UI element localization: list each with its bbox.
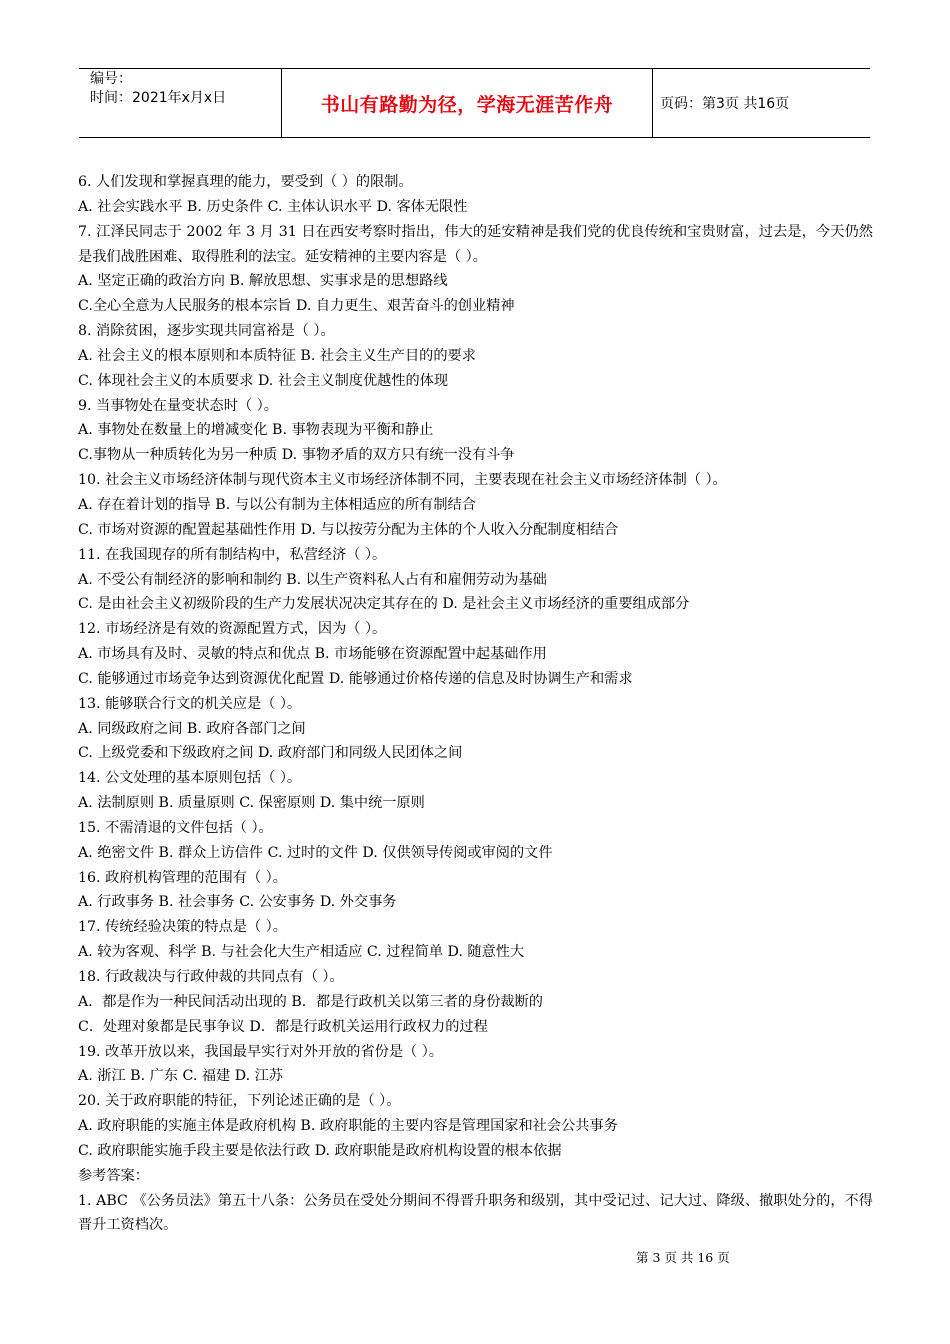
- text-line: C.全心全意为人民服务的根本宗旨 D. 自力更生、艰苦奋斗的创业精神: [78, 298, 515, 315]
- text-line: A. 行政事务 B. 社会事务 C. 公安事务 D. 外交事务: [78, 894, 397, 911]
- date-label: 时间：2021年x月x日: [90, 90, 227, 106]
- text-line: C. 上级党委和下级政府之间 D. 政府部门和同级人民团体之间: [78, 745, 463, 762]
- text-line: 15. 不需清退的文件包括（ ）。: [78, 819, 273, 836]
- text-line: C．处理对象都是民事争议 D．都是行政机关运用行政权力的过程: [78, 1018, 488, 1035]
- document-body: [78, 170, 873, 1238]
- text-line: C. 体现社会主义的本质要求 D. 社会主义制度优越性的体现: [78, 372, 449, 389]
- text-line: C. 市场对资源的配置起基础性作用 D. 与以按劳分配为主体的个人收入分配制度相结合: [78, 521, 619, 538]
- text-line: 17. 传统经验决策的特点是（ ）。: [78, 919, 287, 936]
- text-line: 19. 改革开放以来，我国最早实行对外开放的省份是（ ）。: [78, 1043, 443, 1060]
- text-line: A. 社会实践水平 B. 历史条件 C. 主体认识水平 D. 客体无限性: [78, 198, 468, 215]
- text-line: 7. 江泽民同志于 2002 年 3 月 31 日在西安考察时指出，伟大的延安精神是我们党的优良传统和宝贵财富，过去是，今天仍然是我们战胜困难、取得胜利的法宝。延安精神的主要内容是（ ）。: [78, 223, 873, 265]
- text-line: A．都是作为一种民间活动出现的 B．都是行政机关以第三者的身份裁断的: [78, 993, 543, 1010]
- text-line: 6. 人们发现和掌握真理的能力，要受到（ ）的限制。: [78, 174, 413, 190]
- page-footer: 第 3 页 共 16 页: [636, 1250, 730, 1265]
- text-line: A. 不受公有制经济的影响和制约 B. 以生产资料私人占有和雇佣劳动为基础: [78, 571, 547, 588]
- page-header: [79, 68, 870, 138]
- text-line: A. 浙江 B. 广东 C. 福建 D. 江苏: [78, 1068, 283, 1085]
- text-line: A. 法制原则 B. 质量原则 C. 保密原则 D. 集中统一原则: [78, 795, 425, 812]
- motto: 书山有路勤为径，学海无涯苦作舟: [282, 69, 653, 137]
- header-info: [79, 69, 282, 137]
- text-line: 14. 公文处理的基本原则包括（ ）。: [78, 770, 302, 787]
- text-line: C.事物从一种质转化为另一种质 D. 事物矛盾的双方只有统一没有斗争: [78, 447, 515, 464]
- text-line: A. 政府职能的实施主体是政府机构 B. 政府职能的主要内容是管理国家和社会公共事务: [78, 1118, 618, 1135]
- number-label: 编号：: [90, 71, 132, 87]
- text-line: A. 同级政府之间 B. 政府各部门之间: [78, 720, 306, 737]
- text-line: A. 社会主义的根本原则和本质特征 B. 社会主义生产目的的要求: [78, 347, 476, 364]
- text-line: 20. 关于政府职能的特征，下列论述正确的是（ ）。: [78, 1093, 401, 1110]
- text-line: C. 是由社会主义初级阶段的生产力发展状况决定其存在的 D. 是社会主义市场经济的重要组成部分: [78, 596, 690, 613]
- text-line: 9. 当事物处在量变状态时（ ）。: [78, 397, 278, 414]
- text-line: A. 较为客观、科学 B. 与社会化大生产相适应 C. 过程简单 D. 随意性大: [78, 944, 525, 961]
- text-line: 12. 市场经济是有效的资源配置方式，因为（ ）。: [78, 621, 387, 638]
- text-line: C. 政府职能实施手段主要是依法行政 D. 政府职能是政府机构设置的根本依据: [78, 1142, 562, 1159]
- page-code: 页码：第3页 共16页: [660, 96, 790, 112]
- text-line: 18. 行政裁决与行政仲裁的共同点有（ ）。: [78, 969, 344, 985]
- text-line: 参考答案：: [78, 1167, 149, 1184]
- text-line: A. 存在着计划的指导 B. 与以公有制为主体相适应的所有制结合: [78, 496, 476, 513]
- text-line: A. 事物处在数量上的增减变化 B. 事物表现为平衡和静止: [78, 422, 434, 439]
- text-line: 13. 能够联合行文的机关应是（ ）。: [78, 695, 302, 712]
- text-line: 11. 在我国现存的所有制结构中，私营经济（ ）。: [78, 546, 387, 563]
- text-line: A. 绝密文件 B. 群众上访信件 C. 过时的文件 D. 仅供领导传阅或审阅的文件: [78, 844, 553, 861]
- text-line: A. 市场具有及时、灵敏的特点和优点 B. 市场能够在资源配置中起基础作用: [78, 646, 547, 663]
- text-line: 16. 政府机构管理的范围有（ ）。: [78, 869, 287, 886]
- text-line: A. 坚定正确的政治方向 B. 解放思想、实事求是的思想路线: [78, 273, 448, 290]
- text-line: C. 能够通过市场竞争达到资源优化配置 D. 能够通过价格传递的信息及时协调生产和需求: [78, 670, 633, 687]
- text-line: 1. ABC 《公务员法》第五十八条：公务员在受处分期间不得晋升职务和级别，其中受记过、记大过、降级、撤职处分的，不得晋升工资档次。: [78, 1192, 873, 1234]
- text-line: 8. 消除贫困，逐步实现共同富裕是（ ）。: [78, 323, 335, 340]
- text-line: 10. 社会主义市场经济体制与现代资本主义市场经济体制不同，主要表现在社会主义市场经济体制（ ）。: [78, 472, 727, 489]
